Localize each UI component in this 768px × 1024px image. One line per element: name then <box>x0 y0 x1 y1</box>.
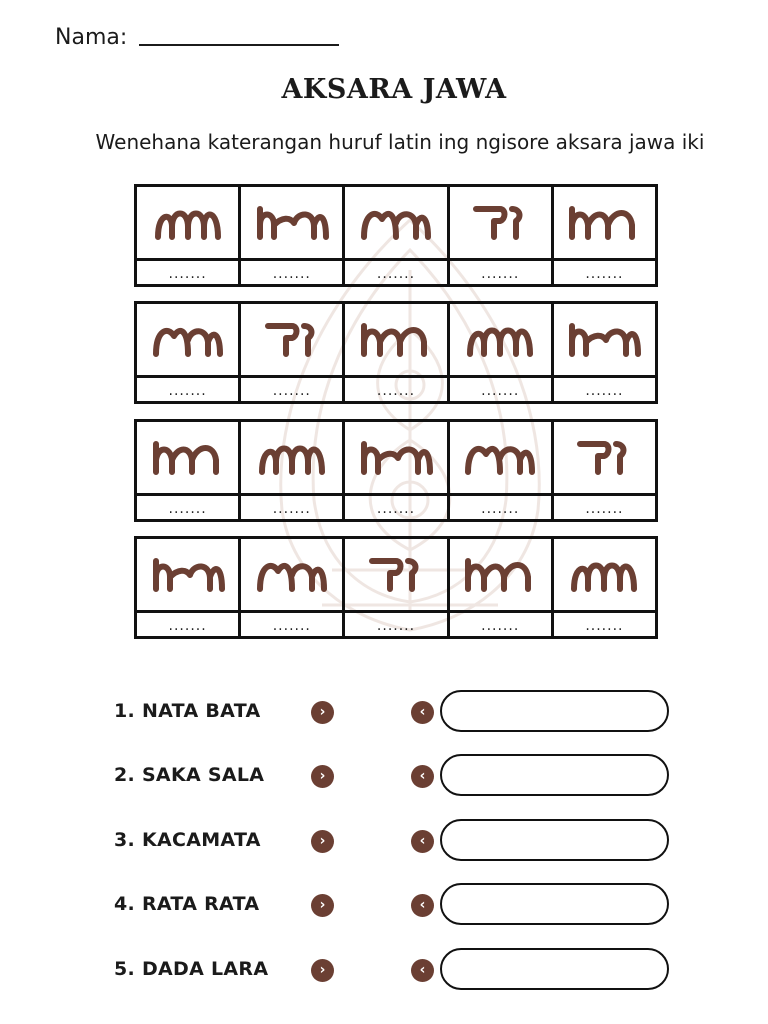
chevron-right-icon[interactable]: › <box>311 959 334 982</box>
aksara-glyph <box>345 539 446 613</box>
chevron-right-icon[interactable]: › <box>311 830 334 853</box>
aksara-glyph <box>241 539 342 613</box>
match-word: 1. NATA BATA <box>114 700 261 722</box>
answer-blank[interactable]: ....... <box>272 617 311 634</box>
aksara-glyph <box>450 539 551 613</box>
chevron-left-icon[interactable]: ‹ <box>411 959 434 982</box>
answer-blank[interactable]: ....... <box>272 500 311 517</box>
aksara-glyph <box>137 422 238 496</box>
instruction-text: Wenehana katerangan huruf latin ing ngisore aksara jawa iki <box>95 130 705 154</box>
aksara-cell <box>241 422 345 519</box>
aksara-glyph <box>450 304 551 378</box>
aksara-cell <box>554 539 655 636</box>
answer-blank[interactable]: ....... <box>376 265 416 282</box>
answer-box[interactable] <box>440 883 669 925</box>
aksara-glyph <box>137 539 238 613</box>
answer-box[interactable] <box>440 819 669 861</box>
aksara-cell <box>554 304 655 401</box>
chevron-left-icon[interactable]: ‹ <box>411 830 434 853</box>
aksara-glyph-drawing <box>252 432 332 484</box>
match-word: 2. SAKA SALA <box>114 764 265 786</box>
aksara-cell <box>450 304 554 401</box>
chevron-left-icon[interactable]: ‹ <box>411 701 434 724</box>
aksara-glyph <box>137 187 238 261</box>
aksara-glyph-drawing <box>148 197 228 249</box>
aksara-cell <box>345 422 449 519</box>
answer-blank[interactable]: ....... <box>585 500 624 517</box>
answer-blank[interactable]: ....... <box>272 265 311 282</box>
answer-blank[interactable]: ....... <box>585 382 624 399</box>
match-row <box>0 948 768 992</box>
aksara-glyph-drawing <box>356 549 436 601</box>
name-field <box>55 18 339 52</box>
aksara-cell <box>137 422 241 519</box>
answer-blank[interactable]: ....... <box>272 382 311 399</box>
aksara-glyph-drawing <box>252 549 332 601</box>
aksara-glyph-drawing <box>356 197 436 249</box>
chevron-left-icon[interactable]: ‹ <box>411 894 434 917</box>
aksara-glyph <box>137 304 238 378</box>
aksara-glyph <box>241 187 342 261</box>
answer-box[interactable] <box>440 948 669 990</box>
aksara-glyph <box>450 187 551 261</box>
aksara-glyph <box>554 187 655 261</box>
aksara-row-1 <box>134 184 658 287</box>
chevron-right-icon[interactable]: › <box>311 894 334 917</box>
aksara-cell <box>450 187 554 284</box>
match-word: 3. KACAMATA <box>114 829 261 851</box>
match-row <box>0 754 768 798</box>
aksara-glyph-drawing <box>460 549 540 601</box>
answer-blank[interactable]: ....... <box>585 617 624 634</box>
chevron-right-icon[interactable]: › <box>311 701 334 724</box>
aksara-glyph-drawing <box>564 314 644 366</box>
name-blank-line[interactable] <box>139 44 339 46</box>
answer-blank[interactable]: ....... <box>481 382 520 399</box>
aksara-row-4 <box>134 536 658 639</box>
aksara-cell <box>554 422 655 519</box>
answer-box[interactable] <box>440 690 669 732</box>
aksara-cell <box>137 539 241 636</box>
aksara-glyph <box>554 304 655 378</box>
aksara-glyph-drawing <box>148 549 228 601</box>
aksara-glyph-drawing <box>356 432 436 484</box>
answer-blank[interactable]: ....... <box>168 500 207 517</box>
aksara-glyph <box>554 422 655 496</box>
aksara-cell <box>450 539 554 636</box>
name-label: Nama: <box>55 25 128 50</box>
aksara-glyph <box>450 422 551 496</box>
aksara-glyph-drawing <box>460 432 540 484</box>
aksara-glyph-drawing <box>564 432 644 484</box>
aksara-glyph-drawing <box>148 432 228 484</box>
aksara-cell <box>137 304 241 401</box>
aksara-cell <box>554 187 655 284</box>
match-word: 5. DADA LARA <box>114 958 269 980</box>
aksara-glyph-drawing <box>148 314 228 366</box>
aksara-cell <box>345 304 449 401</box>
aksara-cell <box>241 539 345 636</box>
aksara-glyph <box>345 422 446 496</box>
match-row <box>0 883 768 927</box>
answer-blank[interactable]: ....... <box>376 617 416 634</box>
aksara-row-3 <box>134 419 658 522</box>
answer-box[interactable] <box>440 754 669 796</box>
aksara-glyph-drawing <box>564 549 644 601</box>
answer-blank[interactable]: ....... <box>481 265 520 282</box>
answer-blank[interactable]: ....... <box>481 617 520 634</box>
aksara-cell <box>241 187 345 284</box>
answer-blank[interactable]: ....... <box>168 617 207 634</box>
aksara-glyph <box>345 304 446 378</box>
answer-blank[interactable]: ....... <box>585 265 624 282</box>
aksara-cell <box>137 187 241 284</box>
match-word: 4. RATA RATA <box>114 893 260 915</box>
chevron-right-icon[interactable]: › <box>311 765 334 788</box>
match-row <box>0 819 768 863</box>
aksara-glyph-drawing <box>460 197 540 249</box>
aksara-glyph <box>241 422 342 496</box>
aksara-glyph-drawing <box>252 314 332 366</box>
aksara-glyph <box>241 304 342 378</box>
page-title: AKSARA JAWA <box>281 74 507 105</box>
aksara-cell <box>450 422 554 519</box>
aksara-glyph-drawing <box>564 197 644 249</box>
chevron-left-icon[interactable]: ‹ <box>411 765 434 788</box>
aksara-glyph <box>554 539 655 613</box>
aksara-glyph <box>345 187 446 261</box>
aksara-glyph-drawing <box>356 314 436 366</box>
aksara-glyph-drawing <box>252 197 332 249</box>
answer-blank[interactable]: ....... <box>168 265 207 282</box>
answer-blank[interactable]: ....... <box>376 382 416 399</box>
answer-blank[interactable]: ....... <box>481 500 520 517</box>
aksara-row-2 <box>134 301 658 404</box>
aksara-glyph-drawing <box>460 314 540 366</box>
answer-blank[interactable]: ....... <box>376 500 416 517</box>
aksara-cell <box>345 187 449 284</box>
aksara-cell <box>241 304 345 401</box>
answer-blank[interactable]: ....... <box>168 382 207 399</box>
match-row <box>0 690 768 734</box>
aksara-cell <box>345 539 449 636</box>
